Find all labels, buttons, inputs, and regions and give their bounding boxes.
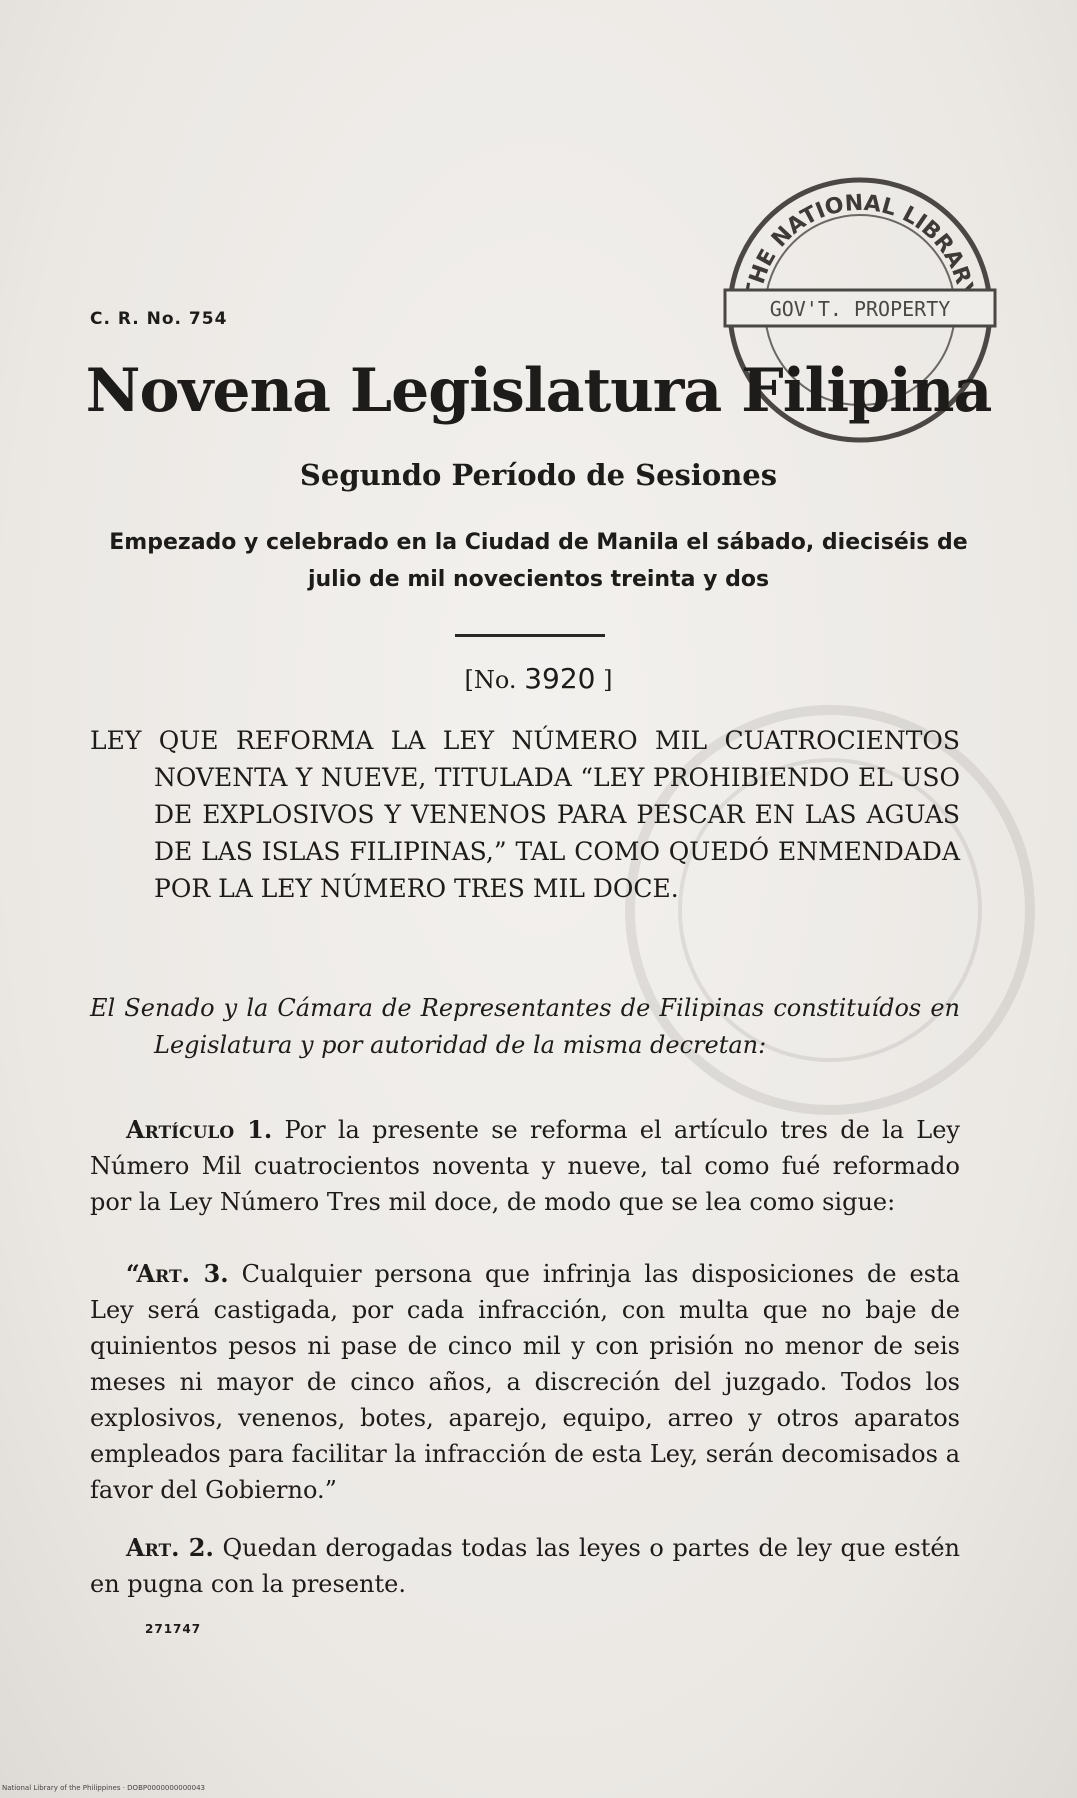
cr-number: C. R. No. 754: [90, 309, 228, 329]
enacting-clause: El Senado y la Cámara de Representantes de Filipinas constituídos en Legislatura y por autoridad de la misma decretan:: [90, 994, 960, 1059]
scan-footer: National Library of the Philippines · DOBP0000000000043: [2, 1784, 205, 1792]
session-intro: Empezado y celebrado en la Ciudad de Manila el sábado, dieciséis de julio de mil novecientos treinta y dos: [109, 530, 968, 592]
article-3-label: “Art. 3.: [126, 1259, 229, 1288]
article-2-text: Quedan derogadas todas las leyes o partes de ley que estén en pugna con la presente.: [90, 1534, 960, 1598]
article-2: [90, 1530, 960, 1602]
stamp-top-text: HE NATIONAL LIBRAR: [744, 190, 975, 288]
document-title: Novena Legislatura Filipina: [85, 356, 992, 426]
stamp-middle-text: GOV'T. PROPERTY: [769, 297, 951, 321]
session-subtitle: Segundo Período de Sesiones: [299, 458, 778, 492]
article-3-quote: [90, 1256, 960, 1508]
law-number-value: 3920: [524, 662, 596, 695]
article-3-text: Cualquier persona que infrinja las disposiciones de esta Ley será castigada, por cada infracción, con multa que no baje de quinientos pesos ni pase de cinco mil y con prisión no menor de seis meses ni mayor de cinco años, a discreción del juzgado. Todos los explosivos, venenos, botes, aparejo, equipo, arreo y otros aparatos empleados para facilitar la infracción de esta Ley, serán decomisados a favor del Gobierno.”: [90, 1260, 960, 1504]
article-1-text: Por la presente se reforma el artículo tres de la Ley Número Mil cuatrocientos noventa y nueve, tal como fué reformado por la Ley Número Tres mil doce, de modo que se lea como sigue:: [90, 1116, 960, 1216]
article-1-label: Artículo 1.: [126, 1115, 273, 1144]
law-heading: LEY QUE REFORMA LA LEY NÚMERO MIL CUATROCIENTOS NOVENTA Y NUEVE, TITULADA “LEY PROHIBIENDO EL USO DE EXPLOSIVOS Y VENENOS PARA PESCAR EN LAS AGUAS DE LAS ISLAS FILIPINAS,” TAL COMO QUEDÓ ENMENDADA POR LA LEY NÚMERO TRES MIL DOCE.: [90, 726, 960, 903]
law-number-suffix: ]: [603, 666, 613, 694]
article-2-label: Art. 2.: [126, 1533, 214, 1562]
print-code: 271747: [145, 1622, 202, 1636]
law-number: [0, 662, 1077, 695]
divider-rule: [455, 634, 605, 637]
article-1: [90, 1112, 960, 1220]
law-number-prefix: [No.: [464, 666, 517, 694]
